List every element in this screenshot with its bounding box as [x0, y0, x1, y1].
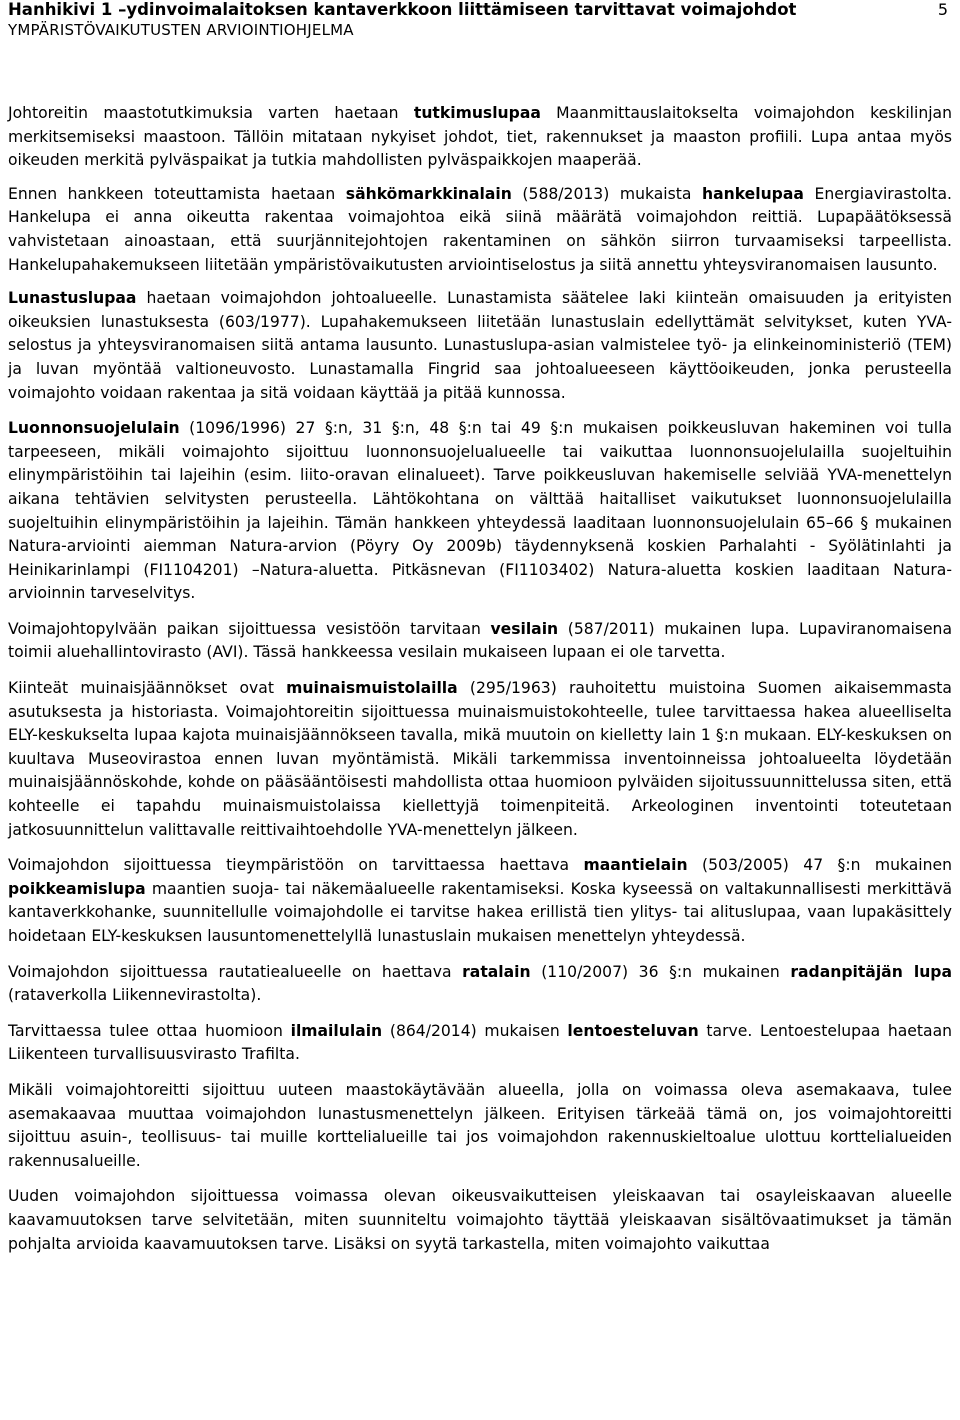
text-run: Voimajohdon sijoittuessa rautatiealueelle on haettava	[8, 962, 463, 981]
text-run: (1096/1996) 27 §:n, 31 §:n, 48 §:n tai 49 §:n mukaisen poikkeusluvan hakeminen voi tulla tarpeeseen, mikäli voimajohto sijoittuu luonnonsuojelualueelle tai vaikuttaa luonnonsuojelulailla suojeltuihin elinympäristöihin tai lajeihin (esim. liito-oravan elinalueet). Tarve poikkeusluvan hakemiselle selviää YVA-menettelyn aikana tehtävien selvitysten perusteella. Lähtökohtana on välttää haitalliset vaikutukset luonnonsuojelulailla suojeltuihin elinympäristöihin ja lajeihin. Tämän hankkeen yhteydessä laaditaan luonnonsuojelulain 65–66 § mukainen Natura-arviointi aiemman Natura-arvion (Pöyry Oy 2009b) täydennyksenä koskien Parhalahti - Syölätinlahti ja Heinikarinlampi (FI1104201) –Natura-aluetta. Pitkäsnevan (FI1103402) Natura-aluetta koskien laaditaan Natura-arvioinnin tarveselvitys.	[8, 419, 952, 603]
text-run: (864/2014) mukaisen	[382, 1021, 568, 1040]
document-title: Hanhikivi 1 –ydinvoimalaitoksen kantaverkkoon liittämiseen tarvittavat voimajohdot	[8, 0, 797, 19]
text-run: Uuden voimajohdon sijoittuessa voimassa olevan oikeusvaikutteisen yleiskaavan tai osayleiskaavan alueelle kaavamuutoksen tarve selvitetään, miten suunniteltu voimajohto täyttää yleiskaavan sisältövaatimukset ja tämän pohjalta arvioida kaavamuutoksen tarve. Lisäksi on syytä tarkastella, miten voimajohto vaikuttaa	[8, 1187, 952, 1253]
paragraph-lunastuslupa	[8, 287, 952, 405]
text-run: Mikäli voimajohtoreitti sijoittuu uuteen maastokäytävään alueella, jolla on voimassa oleva asemakaava, tulee asemakaavaa muuttaa voimajohdon lunastusmenettelyn jälkeen. Erityisen tärkeää tämä on, jos voimajohtoreitti sijoittuu asuin-, teollisuus- tai muille korttelialueille tai jos voimajohdon rakennuskieltoalue ulottuu korttelialueiden rakennusalueille.	[8, 1080, 952, 1170]
bold-term: sähkömarkkinalain	[345, 184, 512, 203]
text-run: Tarvittaessa tulee ottaa huomioon	[8, 1021, 291, 1040]
text-run: (110/2007) 36 §:n mukainen	[530, 962, 791, 981]
bold-term: radanpitäjän lupa	[790, 962, 952, 981]
paragraph-muinaismuistolaki	[8, 677, 952, 842]
text-run: (588/2013) mukaista	[511, 184, 702, 203]
bold-term: ilmailulain	[290, 1021, 383, 1040]
text-run: (295/1963) rauhoitettu muistoina Suomen aikaisemmasta asutuksesta ja historiasta. Voimajohtoreitin sijoittuessa muinaismuistokohteelle, tulee tarvittaessa hakea alueelliselta ELY-keskukselta lupaa kajota muinaisjäännökseen tavalla, mikä muutoin on kielletty lain 1 §:n mukaan. ELY-keskuksen on kuultava Museovirastoa ennen luvan myöntämistä. Mikäli tarkemmissa inventoinneissa johtoalueelta löydetään muinaisjäännöskohde, kohde on pääsääntöisesti mahdollista ottaa huomioon pylväiden sijoitussuunnittelussa siten, että kohteelle ei tapahdu muinaismuistolaissa kiellettyjä toimenpiteitä. Arkeologinen inventointi toteutetaan jatkosuunnittelun valittavalle reittivaihtoehdolle YVA-menettelyn jälkeen.	[8, 679, 952, 839]
text-run: (503/2005) 47 §:n mukainen	[687, 856, 952, 875]
bold-term: hankelupaa	[701, 184, 804, 203]
text-run: (rataverkolla Liikennevirastolta).	[8, 986, 262, 1005]
paragraph-asemakaava	[8, 1079, 952, 1173]
text-run: haetaan voimajohdon johtoalueelle. Lunastamista säätelee laki kiinteän omaisuuden ja erityisten oikeuksien lunastuksesta (603/1977). Lupahakemukseen liitetään lunastuslain edellyttämät selvitykset, kuten YVA-selostus ja yhteysviranomaisen siitä antama lausunto. Lunastuslupa-asian valmistelee työ- ja elinkeinoministeriö (TEM) ja luvan myöntää valtioneuvosto. Lunastamalla Fingrid saa johtoalueeseen käyttöoikeuden, jonka perusteella voimajohto voidaan rakentaa ja sitä voidaan käyttää ja pitää kunnossa.	[8, 289, 952, 402]
page-header	[8, 0, 952, 44]
bold-term: Luonnonsuojelulain	[8, 419, 180, 438]
bold-term: ratalain	[462, 962, 531, 981]
paragraph-vesilaki	[8, 618, 952, 665]
paragraph-luonnonsuojelulaki	[8, 417, 952, 606]
text-run: (587/2011) mukainen lupa. Lupaviranomaisena toimii aluehallintovirasto (AVI). Tässä hankkeessa vesilain mukaiseen lupaan ei ole tarvetta.	[8, 619, 952, 662]
bold-term: maantielain	[583, 856, 688, 875]
bold-term: tutkimuslupaa	[413, 104, 541, 122]
text-run: Ennen hankkeen toteuttamista haetaan	[8, 184, 346, 203]
document-subtitle: YMPÄRISTÖVAIKUTUSTEN ARVIOINTIOHJELMA	[8, 21, 354, 39]
text-run: Voimajohtopylvään paikan sijoittuessa vesistöön tarvitaan	[8, 619, 491, 638]
text-run: tarve. Lentoestelupaa haetaan Liikenteen turvallisuusvirasto Trafilta.	[8, 1021, 953, 1064]
bold-term: vesilain	[490, 619, 559, 638]
text-run: Energiavirastolta. Hankelupa ei anna oikeutta rakentaa voimajohtoa eikä siinä määrätä voimajohdon reittiä. Lupapäätöksessä vahvistetaan ainoastaan, että suurjännitejohtojen rakentaminen on sähkön siirron turvaamiseksi tarpeellista. Hankelupahakemukseen liitetään ympäristövaikutusten arviointiselostus ja siitä annettu yhteysviranomaisen lausunto.	[8, 184, 952, 274]
paragraph-ratalaki	[8, 961, 952, 1008]
text-run: Johtoreitin maastotutkimuksia varten haetaan	[8, 104, 414, 122]
bold-term: Lunastuslupaa	[8, 289, 137, 308]
text-run: Voimajohdon sijoittuessa tieympäristöön on tarvittaessa haettava	[8, 856, 584, 875]
page-number: 5	[937, 0, 948, 19]
text-run: maantien suoja- tai näkemäalueelle rakentamiseksi. Koska kyseessä on valtakunnallisesti merkittävä kantaverkkohanke, suunnitellulle voimajohdolle ei tarvitse hakea erillistä tien ylitys- tai alituslupaa, vaan lupakäsittely hoidetaan ELY-keskuksen lausuntomenettelyllä lunastuslain mukaisen menettelyn yhteydessä.	[8, 879, 952, 945]
text-run: Maanmittauslaitokselta voimajohdon keskilinjan merkitsemiseksi maastoon. Tällöin mitataan nykyiset johdot, tiet, rakennukset ja maaston profiili. Lupa antaa myös oikeuden merkitä pylväspaikat ja tutkia mahdollisten pylväspaikkojen maaperää.	[8, 104, 952, 170]
bold-term: muinaismuistolailla	[286, 679, 458, 698]
paragraph-tutkimuslupa	[8, 102, 952, 173]
paragraph-ilmailulaki	[8, 1020, 952, 1067]
paragraph-maantielaki	[8, 854, 952, 948]
bold-term: lentoesteluvan	[567, 1021, 699, 1040]
bold-term: poikkeamislupa	[8, 879, 146, 898]
paragraph-hankelupa	[8, 183, 952, 277]
text-run: Kiinteät muinaisjäännökset ovat	[8, 679, 287, 698]
paragraph-yleiskaava	[8, 1185, 952, 1256]
document-body	[8, 102, 952, 1256]
